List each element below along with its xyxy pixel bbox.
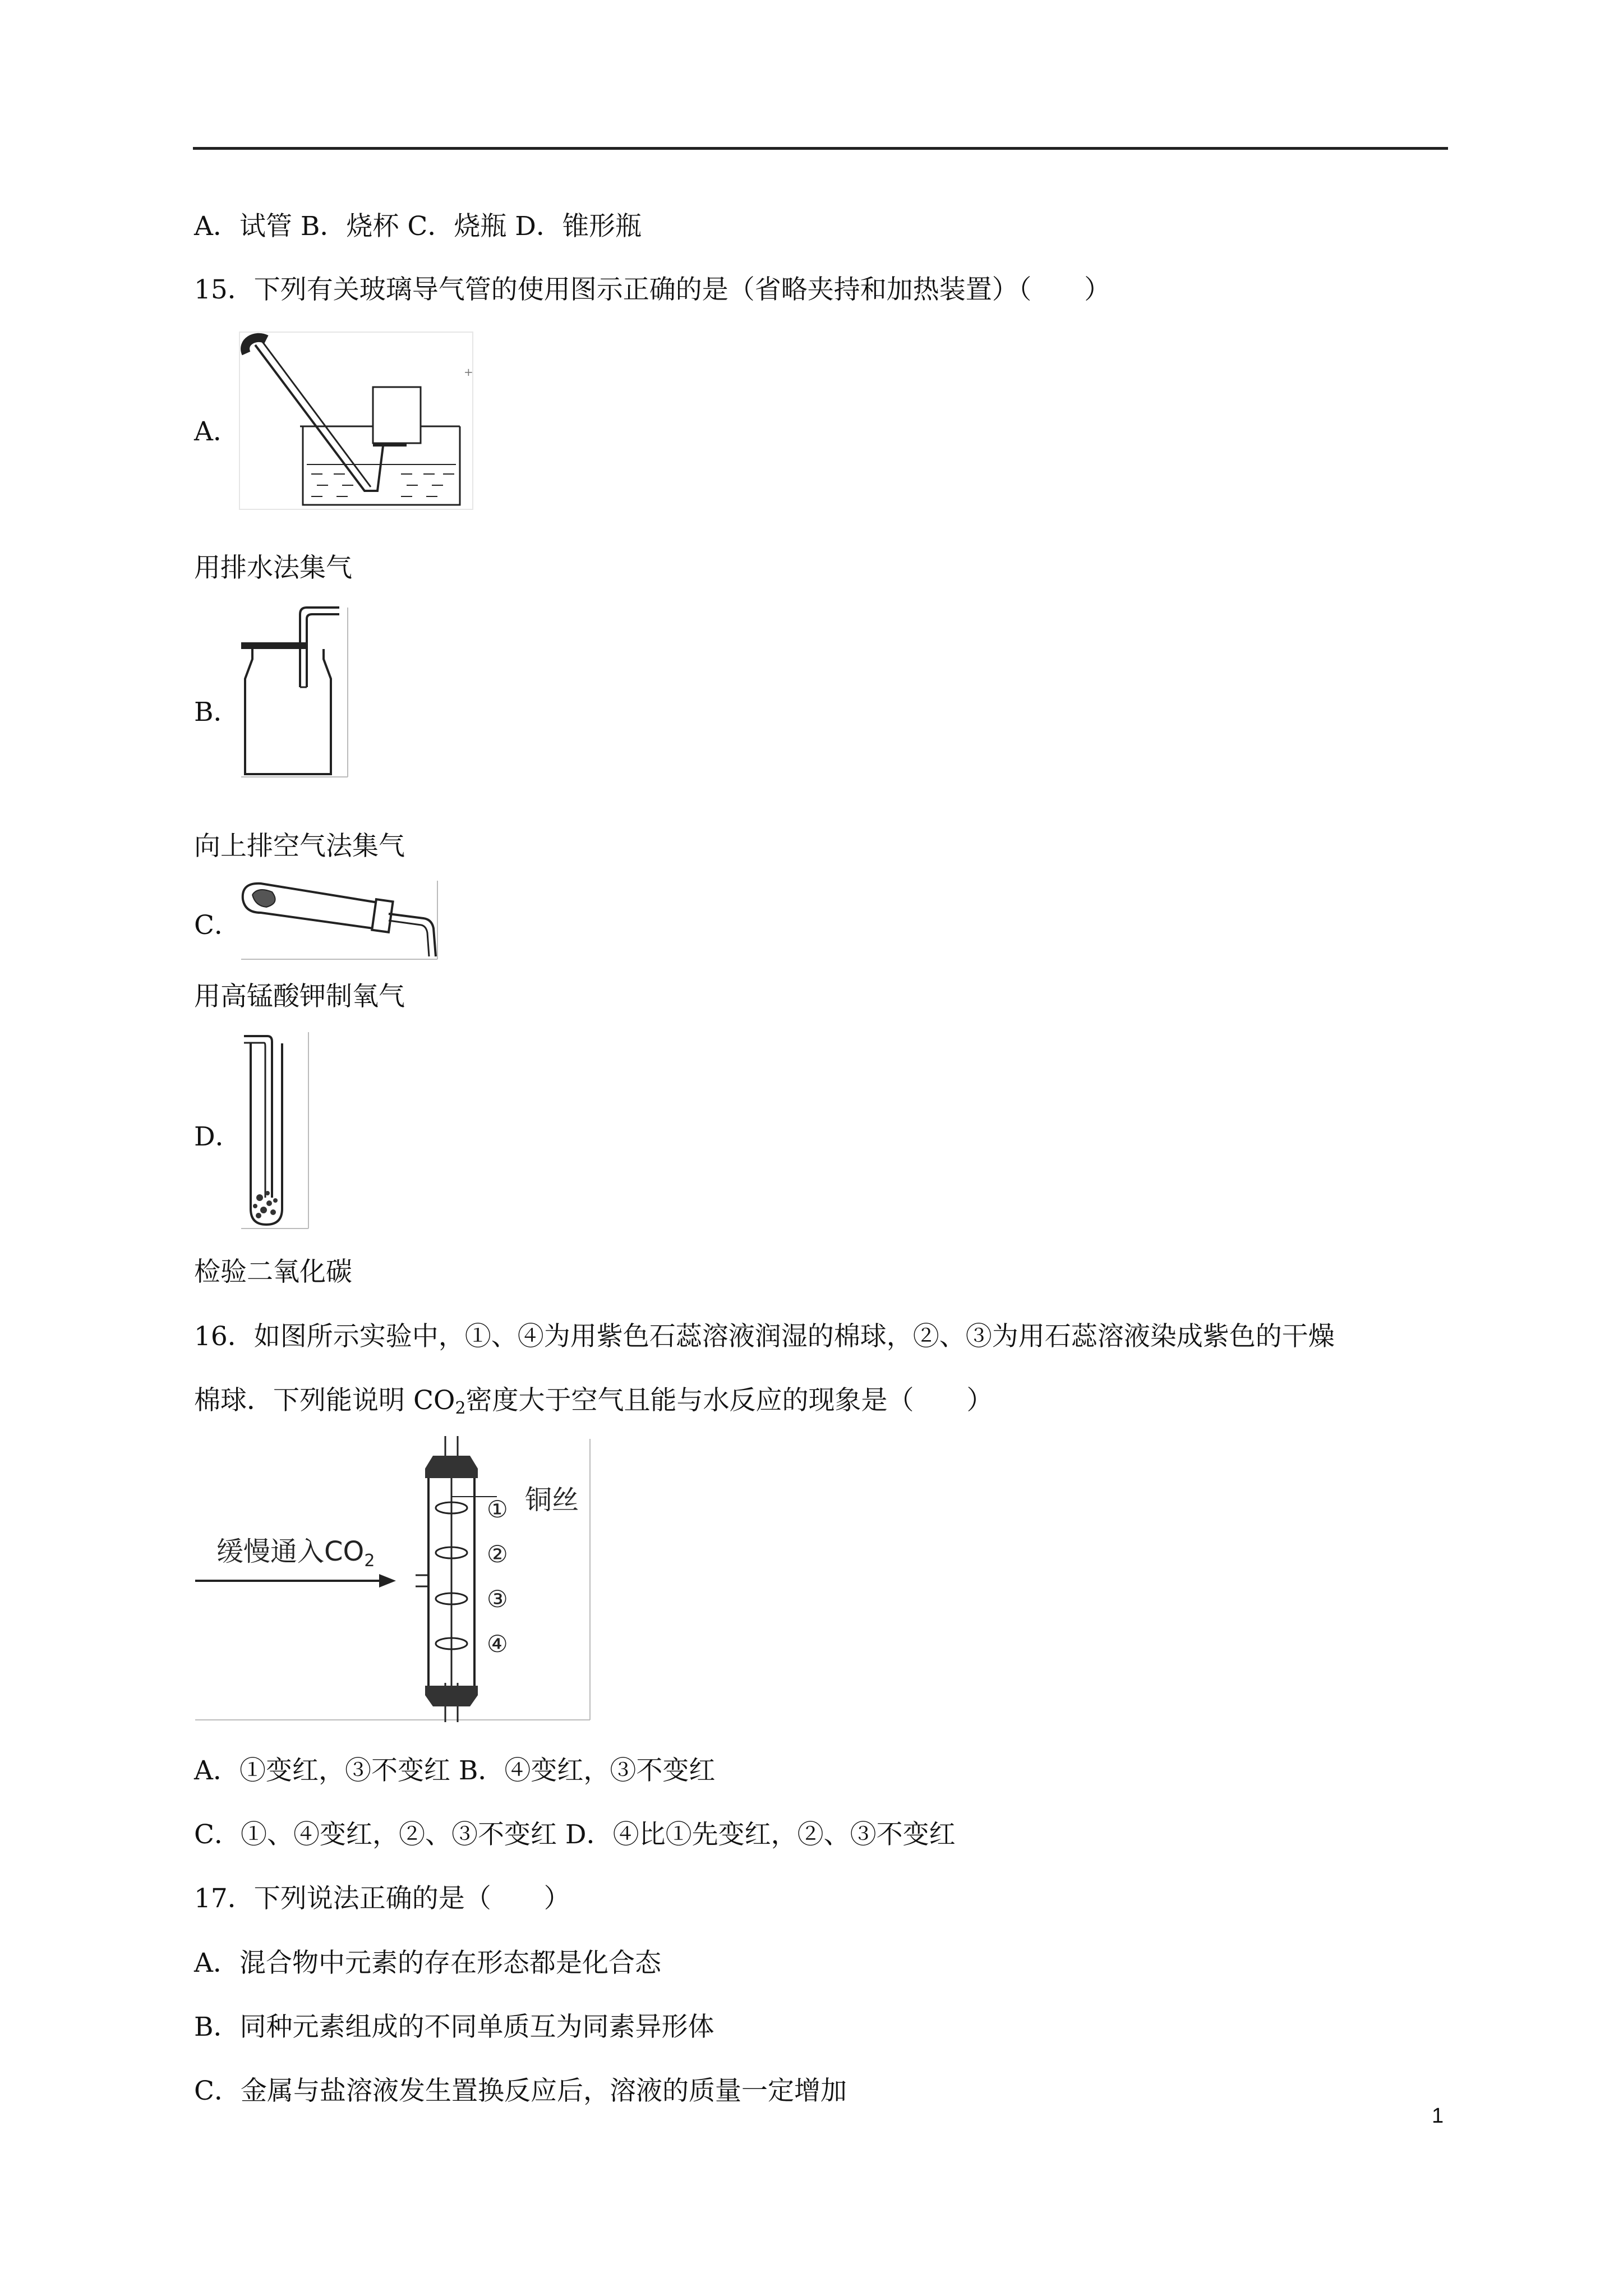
q16-options-line1: A．①变红，③不变红 B．④变红，③不变红 (194, 1755, 716, 1786)
cotton-ball-label-2: ② (487, 1540, 508, 1568)
svg-text:+: + (464, 365, 473, 379)
q15-option-c-caption: 用高锰酸钾制氧气 (194, 981, 405, 1012)
co2-experiment-figure (194, 1436, 592, 1722)
q15-option-d-caption: 检验二氧化碳 (194, 1257, 352, 1287)
q15-option-a-label: A． (194, 416, 239, 447)
q14-options: A．试管 B．烧杯 C．烧瓶 D．锥形瓶 (194, 211, 642, 242)
q17-option-a: A．混合物中元素的存在形态都是化合态 (194, 1948, 661, 1978)
cotton-ball-label-1: ① (487, 1496, 508, 1523)
gas-collecting-bottle-icon (238, 603, 351, 783)
water-displacement-apparatus-icon (238, 331, 474, 510)
q15-option-b-label: B． (194, 697, 240, 728)
q15-option-d-label: D． (194, 1121, 242, 1152)
copper-wire-label: 铜丝 (525, 1484, 579, 1516)
q17-stem: 17．下列说法正确的是（ ） (194, 1883, 570, 1914)
q16-stem-line1: 16．如图所示实验中，①、④为用紫色石蕊溶液润湿的棉球，②、③为用石蕊溶液染成紫色的干燥 (194, 1321, 1335, 1352)
co2-inlet-label: 缓慢通入$CO_2$ (216, 1536, 375, 1571)
q15-option-c-label: C． (194, 910, 241, 941)
header-rule (193, 147, 1448, 150)
cotton-ball-label-3: ③ (487, 1585, 508, 1613)
q16-stem-line2: 棉球．下列能说明 $CO_2$密度大于空气且能与水反应的现象是（ ） (194, 1385, 993, 1418)
q15-option-b-caption: 向上排空气法集气 (194, 831, 405, 862)
q17-option-c: C．金属与盐溶液发生置换反应后，溶液的质量一定增加 (194, 2076, 847, 2106)
q17-option-b: B．同种元素组成的不同单质互为同素异形体 (194, 2012, 714, 2042)
cotton-ball-label-4: ④ (487, 1630, 508, 1658)
page-number: 1 (1432, 2104, 1444, 2128)
q16-options-line2: C．①、④变红，②、③不变红 D．④比①先变红，②、③不变红 (194, 1819, 956, 1850)
q15-stem: 15．下列有关玻璃导气管的使用图示正确的是（省略夹持和加热装置）（ ） (194, 274, 1111, 305)
horizontal-test-tube-icon (238, 878, 440, 962)
vertical-test-tube-icon (238, 1029, 311, 1231)
q15-option-a-caption: 用排水法集气 (194, 553, 352, 583)
